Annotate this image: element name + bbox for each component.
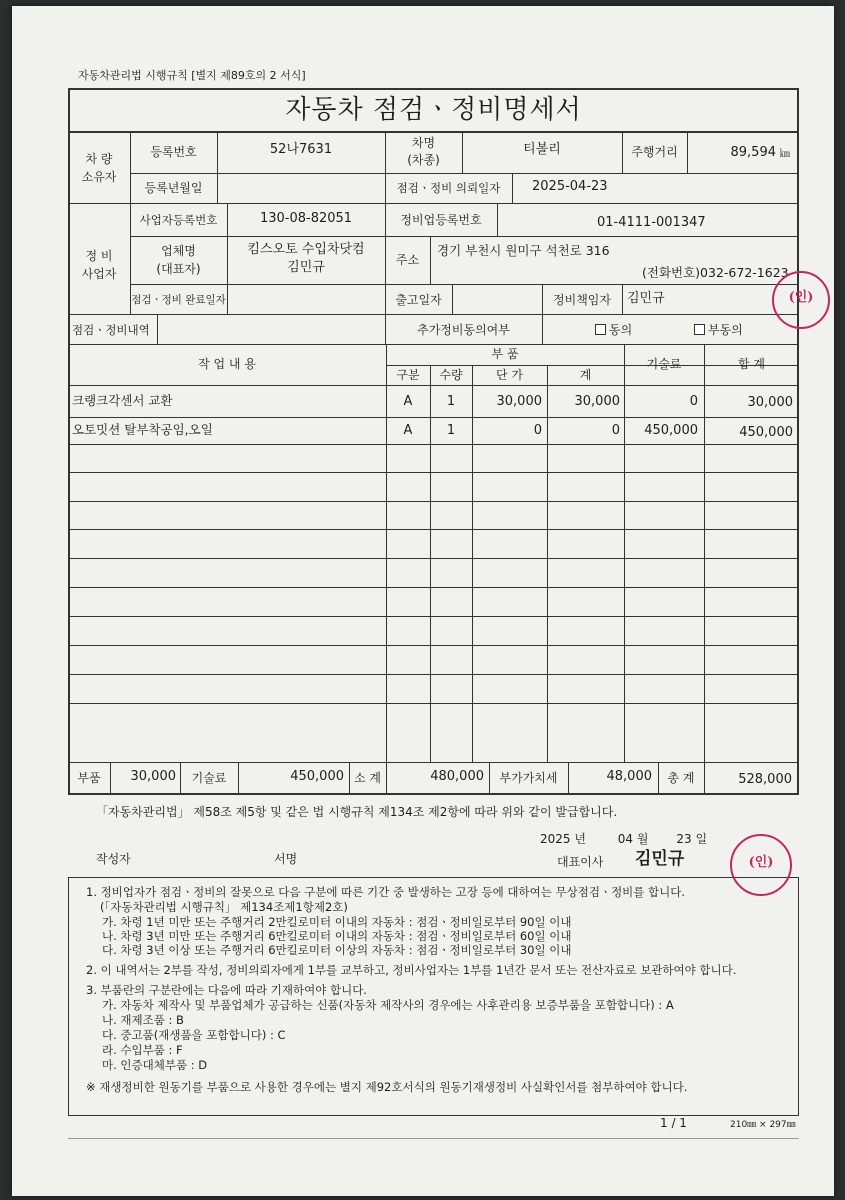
table-row-price: 0 xyxy=(533,423,542,438)
checkbox-icon[interactable] xyxy=(694,324,705,335)
phone-value: (전화번호)032-672-1623 xyxy=(642,265,789,280)
subtotal-value: 480,000 xyxy=(430,769,484,784)
total-header: 합 계 xyxy=(738,357,765,371)
note-line: 3. 부품란의 구분란에는 다음에 따라 기재하여야 합니다. xyxy=(86,983,367,997)
footer-divider xyxy=(68,1138,799,1139)
table-row-qty: 1 xyxy=(446,394,456,409)
mileage-value: 89,594 xyxy=(730,145,776,160)
divider xyxy=(68,501,799,502)
car-name-label: (차종) xyxy=(407,153,440,167)
divider xyxy=(68,703,799,704)
shop-reg-label: 정비업등록번호 xyxy=(400,213,482,227)
work-header: 작 업 내 용 xyxy=(198,357,256,371)
divider xyxy=(130,284,799,285)
mileage-unit: ㎞ xyxy=(780,149,790,160)
issue-date xyxy=(540,832,707,846)
biz-no-label: 사업자등록번호 xyxy=(139,213,218,227)
page-number: 1 / 1 xyxy=(660,1116,687,1130)
car-name-value: 티볼리 xyxy=(523,142,561,157)
manager-name: 김민규 xyxy=(627,291,665,306)
divider xyxy=(68,616,799,617)
table-row-work: 오토밋션 탈부착공임,오일 xyxy=(72,422,213,437)
divider xyxy=(622,284,623,314)
complete-date-label: 점검ㆍ정비 완료일자 xyxy=(131,294,226,306)
note-line: 라. 수입부품 : F xyxy=(102,1043,183,1057)
table-row-total: 30,000 xyxy=(747,395,793,410)
issue-day-unit: 일 xyxy=(695,832,708,846)
divider xyxy=(430,236,431,284)
note-line: 마. 인증대체부품 : D xyxy=(102,1058,208,1072)
table-row-sum: 30,000 xyxy=(574,394,620,409)
ceo-label: 대표이사 xyxy=(557,855,604,869)
owner-section-label: 차 량 xyxy=(85,152,113,166)
total-parts-label: 부품 xyxy=(77,771,101,785)
divider xyxy=(130,173,799,174)
total-parts-value: 30,000 xyxy=(130,769,176,784)
subtotal-label: 소 계 xyxy=(354,771,381,785)
shop-section-label: 정 비 xyxy=(85,249,113,263)
divider xyxy=(130,236,799,237)
vat-label: 부가가치세 xyxy=(499,771,558,785)
note-line: 2. 이 내역서는 2부를 작성, 정비의뢰자에게 1부를 교부하고, 정비사업자는 1부를 1년간 문서 또는 전산자료로 보관하여야 합니다. xyxy=(86,963,737,977)
issue-statement: 「자동차관리법」 제58조 제5항 및 같은 법 시행규칙 제134조 제2항에 따라 위와 같이 발급합니다. xyxy=(96,805,618,819)
shop-seal-stamp: (인) xyxy=(772,271,830,329)
note-line: 다. 중고품(재생품을 포함합니다) : C xyxy=(102,1028,286,1042)
divider xyxy=(68,558,799,559)
reg-no-value: 52나7631 xyxy=(269,142,333,157)
biz-no-value: 130-08-82051 xyxy=(259,211,353,226)
divider xyxy=(512,173,513,203)
issue-year: 2025 xyxy=(540,832,571,846)
shop-reg-value: 01-4111-001347 xyxy=(597,215,706,230)
issue-month-unit: 월 xyxy=(636,832,649,846)
writer-label: 작성자 xyxy=(96,852,131,866)
divider xyxy=(68,417,799,418)
consent-no-option[interactable] xyxy=(694,323,743,337)
manager-label: 정비책임자 xyxy=(553,293,611,307)
grand-total-label: 총 계 xyxy=(667,771,695,785)
vat-value: 48,000 xyxy=(606,769,652,784)
divider xyxy=(68,529,799,530)
col-sum-header: 계 xyxy=(579,368,592,382)
extra-consent-label: 추가정비동의여부 xyxy=(417,323,510,337)
issue-year-unit: 년 xyxy=(574,832,586,846)
col-type-header: 구분 xyxy=(396,368,420,382)
divider xyxy=(452,284,453,314)
table-row-labor: 450,000 xyxy=(644,423,698,438)
total-labor-label: 기술료 xyxy=(191,771,227,785)
divider xyxy=(68,587,799,588)
address-label: 주소 xyxy=(395,253,420,267)
divider xyxy=(68,314,799,315)
note-line: 다. 차령 3년 이상 또는 주행거리 6만킬로미터 이상의 자동차 : 점검ㆍ정비일로부터 30일 이내 xyxy=(102,943,572,957)
labor-header: 기술료 xyxy=(646,357,682,371)
details-label: 점검ㆍ정비내역 xyxy=(72,323,150,337)
note-line: 1. 정비업자가 점검ㆍ정비의 잘못으로 다음 구분에 따른 기간 중 발생하는 고장 등에 대하여는 무상점검ㆍ정비를 합니다. xyxy=(86,885,686,899)
table-row-sum: 0 xyxy=(611,423,620,438)
divider xyxy=(68,472,799,473)
company-name: 킴스오토 수입차닷컴 xyxy=(247,242,365,257)
table-row-price: 30,000 xyxy=(496,394,542,409)
divider xyxy=(68,344,799,345)
note-line: 나. 재제조품 : B xyxy=(102,1013,184,1027)
grand-total-value: 528,000 xyxy=(738,772,792,787)
issue-day: 23 xyxy=(676,832,692,846)
regulation-reference: 자동차관리법 시행규칙 [별지 제89호의 2 서식] xyxy=(78,69,306,82)
owner-section-label: 소유자 xyxy=(81,170,117,184)
reg-no-label: 등록번호 xyxy=(150,145,197,159)
document-page xyxy=(12,6,834,1196)
note-line: 가. 자동차 제작사 및 부품업체가 공급하는 신품(자동차 제작사의 경우에는 사후관리용 보증부품을 포함합니다) : A xyxy=(102,998,674,1012)
note-line: ※ 재생정비한 원동기를 부품으로 사용한 경우에는 별지 제92호서식의 원동기재생정비 사실확인서를 첨부하여야 합니다. xyxy=(86,1080,688,1094)
request-date-label: 점검ㆍ정비 의뢰일자 xyxy=(396,181,501,195)
request-date-value: 2025-04-23 xyxy=(532,179,608,194)
divider xyxy=(217,131,218,203)
ceo-signature: 김민규 xyxy=(635,849,685,869)
divider xyxy=(68,645,799,646)
divider xyxy=(497,203,498,236)
mileage-label: 주행거리 xyxy=(631,145,678,159)
divider xyxy=(687,131,688,173)
col-qty-header: 수량 xyxy=(439,368,463,382)
divider xyxy=(68,131,799,133)
table-row-type: A xyxy=(403,423,413,438)
release-date-label: 출고일자 xyxy=(395,293,442,307)
divider xyxy=(542,314,543,344)
divider xyxy=(68,385,799,386)
divider xyxy=(68,674,799,675)
ceo-seal-stamp: (인) xyxy=(730,834,792,896)
divider xyxy=(68,203,799,204)
consent-no-label: 부동의 xyxy=(708,323,743,337)
company-label: 업체명 xyxy=(161,244,196,258)
table-row-qty: 1 xyxy=(446,423,456,438)
representative-name: 김민규 xyxy=(287,260,325,275)
table-row-labor: 0 xyxy=(689,394,698,409)
issue-month: 04 xyxy=(617,832,634,846)
paper-size: 210㎜ × 297㎜ xyxy=(730,1120,796,1130)
reg-date-label: 등록년월일 xyxy=(144,181,203,195)
page-title: 자동차 점검ㆍ정비명세서 xyxy=(285,95,582,125)
car-name-label: 차명 xyxy=(411,136,436,150)
note-line: (「자동차관리법 시행규칙」 제134조제1항제2호) xyxy=(100,900,348,914)
company-label: (대표자) xyxy=(156,262,201,276)
consent-yes-option[interactable] xyxy=(595,323,632,337)
table-row-total: 450,000 xyxy=(739,425,793,440)
shop-section-label: 사업자 xyxy=(81,267,117,281)
note-line: 가. 차령 1년 미만 또는 주행거리 2만킬로미터 이내의 자동차 : 점검ㆍ정비일로부터 90일 이내 xyxy=(102,915,572,929)
consent-yes-label: 동의 xyxy=(609,323,633,337)
table-row-work: 크랭크각센서 교환 xyxy=(72,393,173,408)
parts-header: 부 품 xyxy=(491,347,519,361)
checkbox-icon[interactable] xyxy=(595,324,606,335)
table-row-type: A xyxy=(403,394,413,409)
divider xyxy=(157,314,158,344)
note-line: 나. 차령 3년 미만 또는 주행거리 6만킬로미터 이내의 자동차 : 점검ㆍ정비일로부터 60일 이내 xyxy=(102,929,572,943)
divider xyxy=(68,444,799,445)
address-value: 경기 부천시 원미구 석천로 316 xyxy=(437,243,610,258)
sign-label: 서명 xyxy=(274,852,298,866)
col-price-header: 단 가 xyxy=(496,368,523,382)
total-labor-value: 450,000 xyxy=(290,769,344,784)
divider xyxy=(68,762,799,763)
